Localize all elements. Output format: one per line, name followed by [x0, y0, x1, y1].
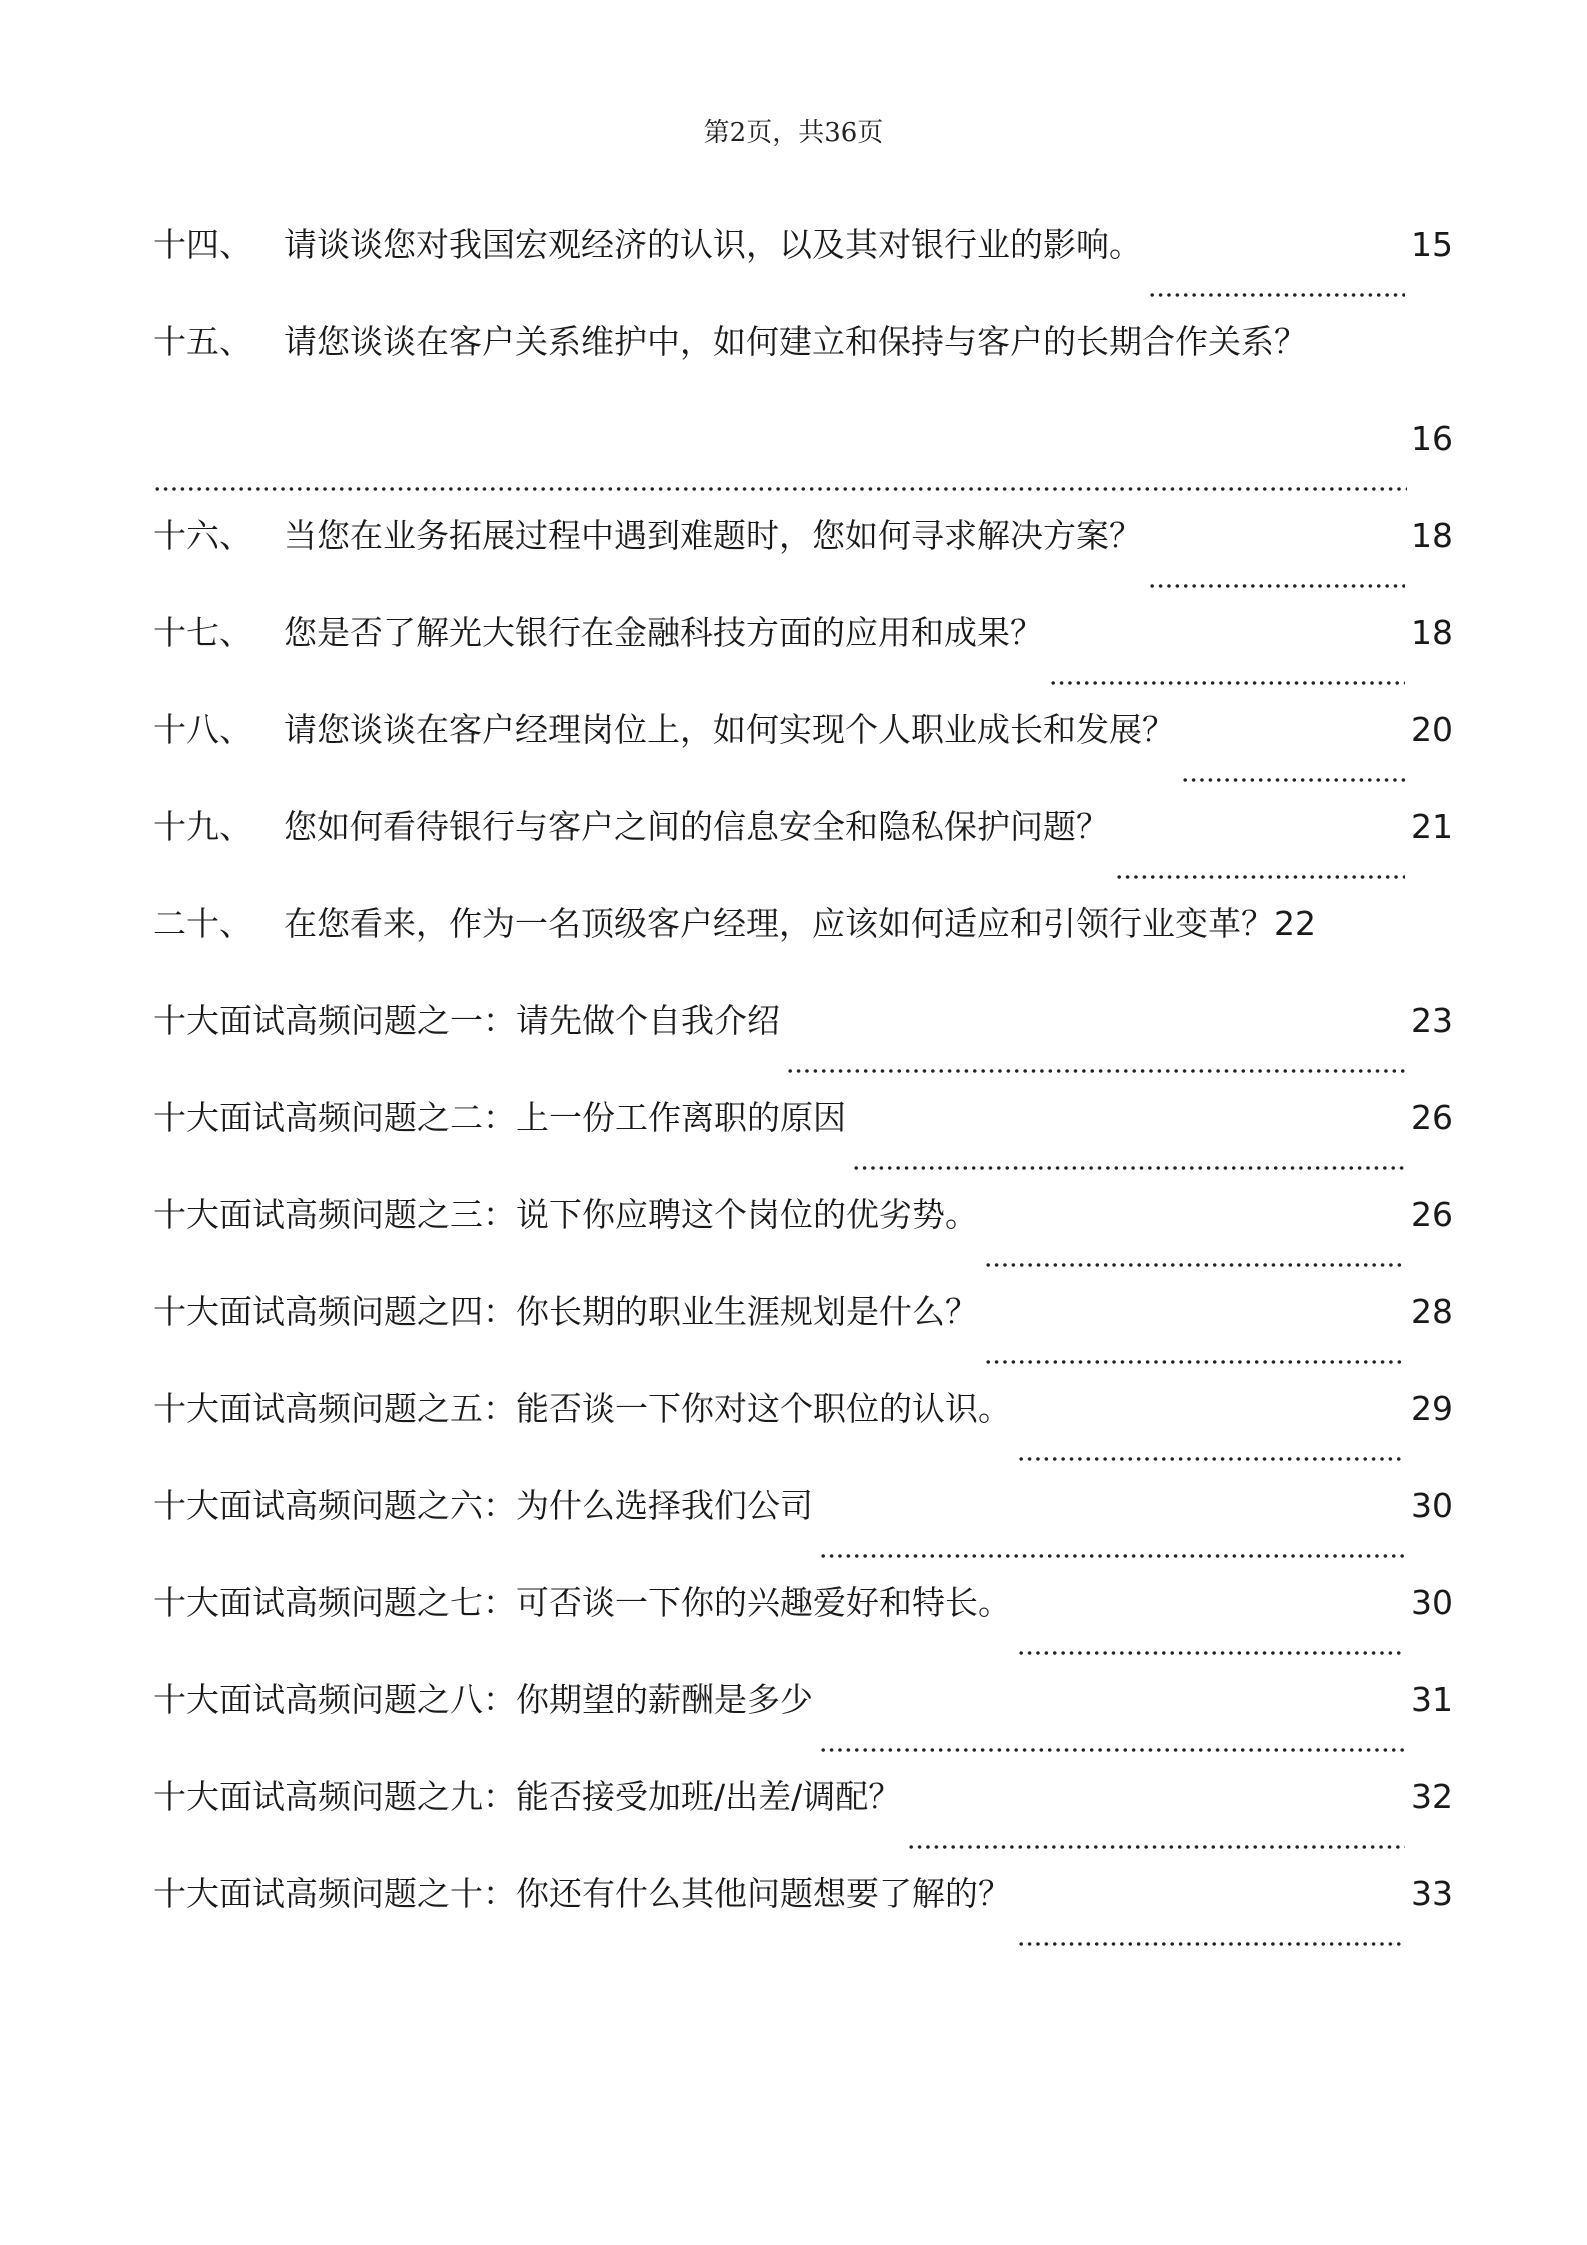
toc-entry-number: 十五、 — [153, 322, 252, 361]
toc-entry-title: 您是否了解光大银行在金融科技方面的应用和成果？ — [284, 613, 1043, 652]
toc-entry-title: 你还有什么其他问题想要了解的？ — [516, 1874, 1011, 1913]
toc-entry-title: 您如何看待银行与客户之间的信息安全和隐私保护问题？ — [284, 807, 1109, 846]
dot-leader — [852, 1139, 1405, 1172]
toc-entry-page: 33 — [1411, 1874, 1453, 1913]
toc-entry[interactable] — [153, 1069, 1453, 1166]
page-indicator: 第2页，共36页 — [703, 118, 884, 148]
toc-entry-page: 18 — [1411, 613, 1453, 652]
toc-entry[interactable] — [153, 1845, 1453, 1942]
dot-leader — [1148, 266, 1405, 299]
toc-entry-page: 15 — [1411, 225, 1453, 264]
toc-entry-page: 30 — [1411, 1583, 1453, 1622]
toc-entry-page: 29 — [1411, 1389, 1453, 1428]
toc-entry-title: 请谈谈您对我国宏观经济的认识，以及其对银行业的影响。 — [284, 225, 1142, 264]
toc-entry-page: 22 — [1274, 904, 1316, 943]
toc-entry-page: 28 — [1411, 1292, 1453, 1331]
toc-entry-number: 十大面试高频问题之四： — [153, 1292, 516, 1331]
toc-entry[interactable] — [153, 1748, 1453, 1845]
toc-entry-number: 十大面试高频问题之十： — [153, 1874, 516, 1913]
toc-entry-number: 十七、 — [153, 613, 252, 652]
toc-entry-page: 26 — [1411, 1195, 1453, 1234]
toc-entry-number: 十大面试高频问题之二： — [153, 1098, 516, 1137]
toc-entry[interactable] — [153, 972, 1453, 1069]
toc-entry-number: 十六、 — [153, 516, 252, 555]
toc-entry-number: 十大面试高频问题之六： — [153, 1486, 516, 1525]
toc-entry-number: 十九、 — [153, 807, 252, 846]
toc-entry[interactable] — [153, 681, 1453, 778]
toc-entry-page: 30 — [1411, 1486, 1453, 1525]
toc-entry[interactable] — [153, 1263, 1453, 1360]
toc-entry-title: 请先做个自我介绍 — [516, 1001, 780, 1040]
dot-leader — [819, 1721, 1405, 1754]
toc-entry[interactable] — [153, 487, 1453, 584]
toc-entry-title: 上一份工作离职的原因 — [516, 1098, 846, 1137]
dot-leader — [1115, 848, 1405, 881]
toc-entry-number: 十大面试高频问题之九： — [153, 1777, 516, 1816]
dot-leader — [1017, 1915, 1405, 1948]
toc-entry-number: 十大面试高频问题之五： — [153, 1389, 516, 1428]
toc-entry-number: 二十、 — [153, 904, 252, 943]
toc-entry[interactable] — [153, 1651, 1453, 1748]
toc-entry-number: 十八、 — [153, 710, 252, 749]
dot-leader — [786, 1042, 1405, 1075]
toc-entry-page: 23 — [1411, 1001, 1453, 1040]
toc-entry-title: 说下你应聘这个岗位的优劣势。 — [516, 1195, 978, 1234]
toc-entry[interactable] — [153, 1166, 1453, 1263]
toc-entry-number: 十四、 — [153, 225, 252, 264]
toc-entry-continuation[interactable] — [153, 390, 1453, 487]
toc-entry-page: 21 — [1411, 807, 1453, 846]
dot-leader — [907, 1818, 1405, 1851]
toc-entry-number: 十大面试高频问题之七： — [153, 1583, 516, 1622]
toc-entry[interactable] — [153, 1457, 1453, 1554]
toc-entry[interactable] — [153, 196, 1453, 293]
toc-entry-page: 16 — [1411, 419, 1453, 458]
toc-entry[interactable] — [153, 875, 1453, 972]
dot-leader — [1049, 654, 1405, 687]
toc-entry-title: 为什么选择我们公司 — [516, 1486, 813, 1525]
toc-entry-page: 18 — [1411, 516, 1453, 555]
dot-leader — [1017, 1430, 1405, 1463]
toc-entry-page: 26 — [1411, 1098, 1453, 1137]
toc-entry-page: 20 — [1411, 710, 1453, 749]
toc-entry[interactable] — [153, 584, 1453, 681]
toc-entry-title: 能否谈一下你对这个职位的认识。 — [516, 1389, 1011, 1428]
toc-entry-title: 你长期的职业生涯规划是什么？ — [516, 1292, 978, 1331]
toc-entry-page: 32 — [1411, 1777, 1453, 1816]
dot-leader — [153, 460, 1407, 493]
toc-entry-page: 31 — [1411, 1680, 1453, 1719]
toc-entry[interactable] — [153, 1554, 1453, 1651]
toc-entry-number: 十大面试高频问题之八： — [153, 1680, 516, 1719]
toc-entry[interactable] — [153, 1360, 1453, 1457]
dot-leader — [984, 1333, 1405, 1366]
toc-entry-title: 你期望的薪酬是多少 — [516, 1680, 813, 1719]
toc-entry-title: 可否谈一下你的兴趣爱好和特长。 — [516, 1583, 1011, 1622]
toc-entry-title: 请您谈谈在客户关系维护中，如何建立和保持与客户的长期合作关系？ — [284, 322, 1307, 361]
toc-entry-number: 十大面试高频问题之三： — [153, 1195, 516, 1234]
dot-leader — [1017, 1624, 1405, 1657]
toc-entry-title: 当您在业务拓展过程中遇到难题时，您如何寻求解决方案？ — [284, 516, 1142, 555]
dot-leader — [1148, 557, 1405, 590]
toc-entry[interactable] — [153, 293, 1453, 390]
dot-leader — [819, 1527, 1405, 1560]
dot-leader — [984, 1236, 1405, 1269]
toc-entry-title: 在您看来，作为一名顶级客户经理，应该如何适应和引领行业变革？ — [284, 904, 1274, 943]
toc-entry-title: 请您谈谈在客户经理岗位上，如何实现个人职业成长和发展？ — [284, 710, 1175, 749]
toc-entry[interactable] — [153, 778, 1453, 875]
toc-entry-number: 十大面试高频问题之一： — [153, 1001, 516, 1040]
dot-leader — [1181, 751, 1405, 784]
toc-entry-title: 能否接受加班/出差/调配？ — [516, 1777, 902, 1816]
table-of-contents — [153, 196, 1453, 1942]
